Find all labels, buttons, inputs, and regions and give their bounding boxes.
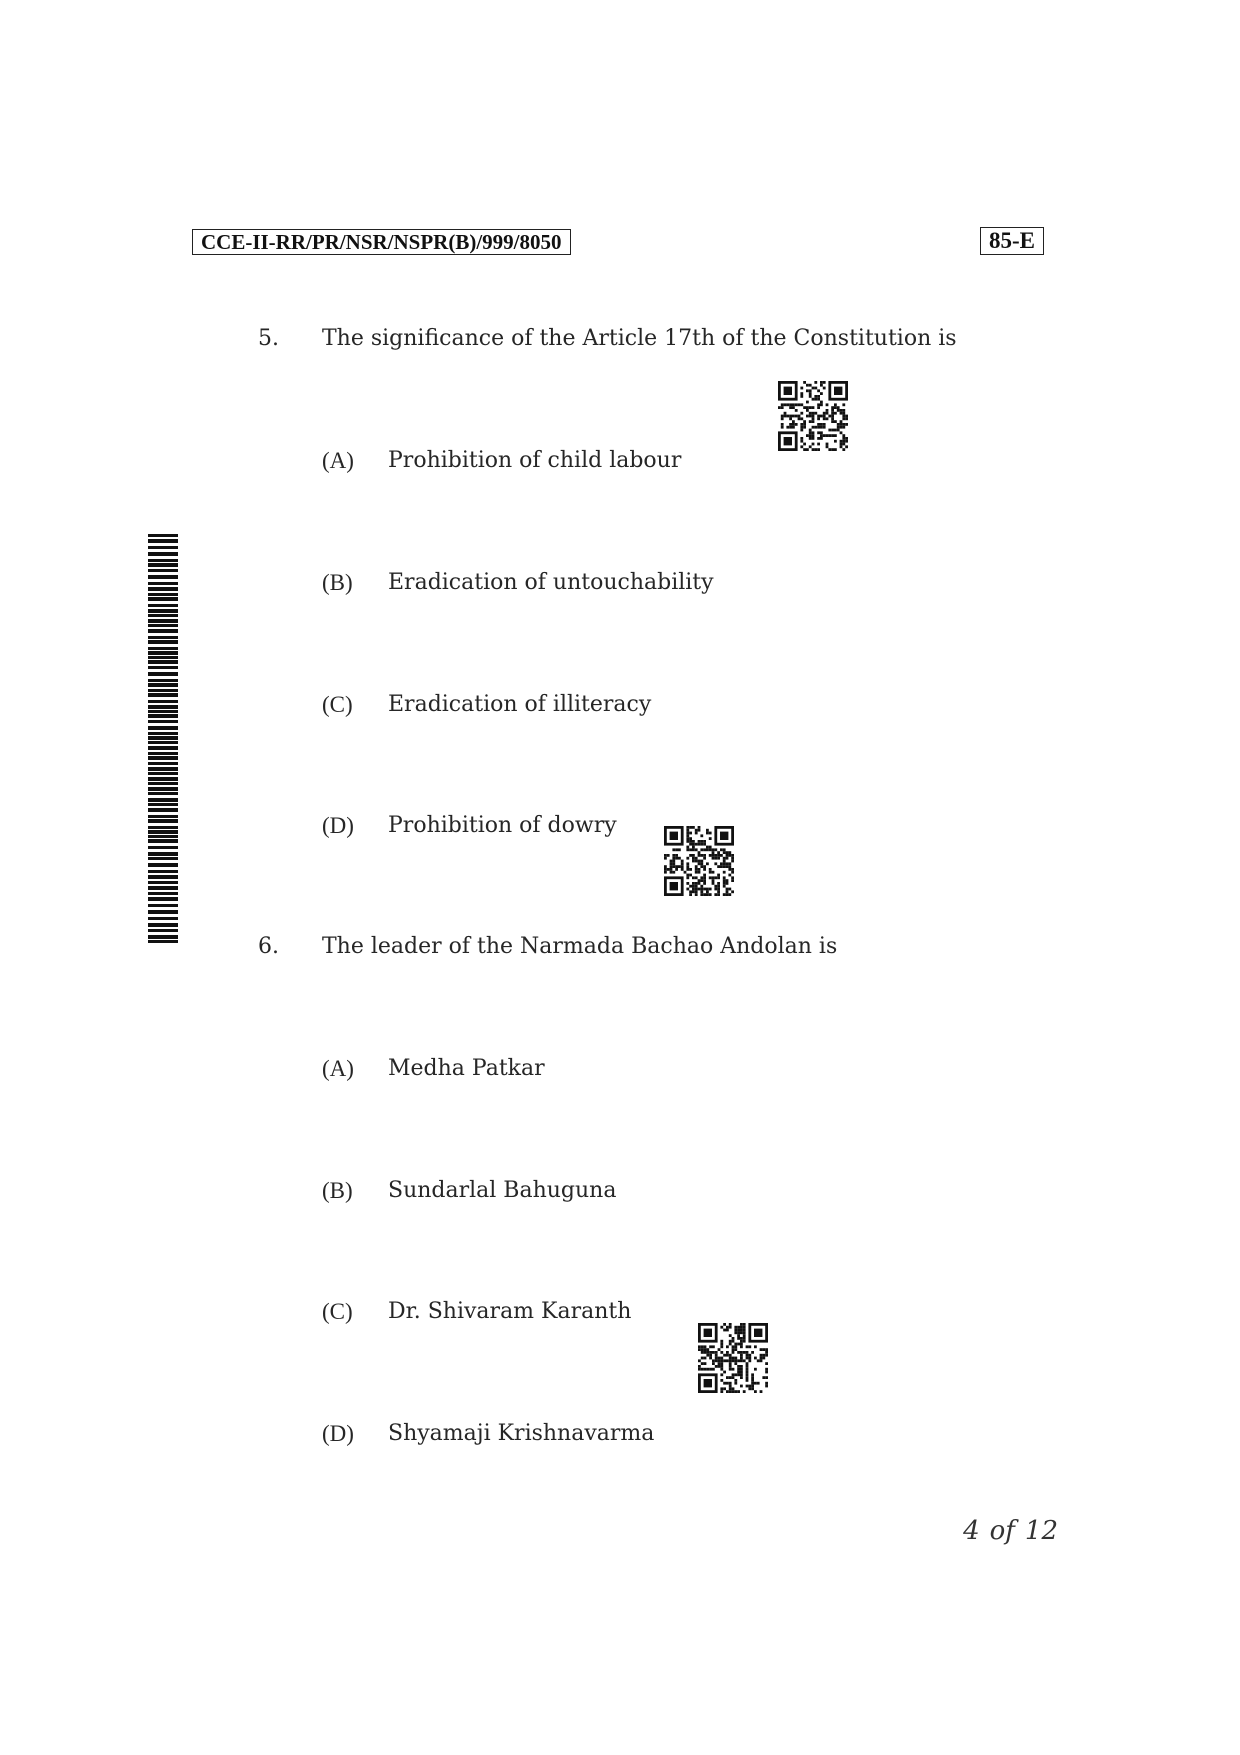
page-number <box>963 1516 1058 1546</box>
option-label: (B) <box>322 1178 353 1203</box>
option-label: (A) <box>322 1056 354 1081</box>
option-label: (C) <box>322 1299 353 1324</box>
exam-code: CCE-II-RR/PR/NSR/NSPR(B)/999/8050 <box>192 229 571 255</box>
total-pages: 12 <box>1024 1516 1058 1546</box>
option-label: (C) <box>322 692 353 717</box>
option-label: (D) <box>322 1421 354 1446</box>
option-text: Dr. Shivaram Karanth <box>388 1299 632 1324</box>
question-text: The significance of the Article 17th of the Constitution is <box>322 326 957 351</box>
current-page: 4 <box>963 1516 980 1546</box>
option-text: Eradication of illiteracy <box>388 692 652 717</box>
option-text: Prohibition of dowry <box>388 813 617 838</box>
option-text: Medha Patkar <box>388 1056 545 1081</box>
option-label: (D) <box>322 813 354 838</box>
page-of: of <box>989 1516 1015 1546</box>
qr-code-icon <box>698 1323 768 1393</box>
qr-code-icon <box>778 381 848 451</box>
question-text: The leader of the Narmada Bachao Andolan is <box>322 934 838 959</box>
option-label: (A) <box>322 448 354 473</box>
barcode-icon <box>148 534 178 944</box>
option-text: Eradication of untouchability <box>388 570 714 595</box>
booklet-code: 85-E <box>980 227 1044 255</box>
question-number: 6. <box>258 934 279 959</box>
option-text: Shyamaji Krishnavarma <box>388 1421 655 1446</box>
option-text: Prohibition of child labour <box>388 448 682 473</box>
qr-code-icon <box>664 826 734 896</box>
option-text: Sundarlal Bahuguna <box>388 1178 617 1203</box>
question-number: 5. <box>258 326 279 351</box>
option-label: (B) <box>322 570 353 595</box>
